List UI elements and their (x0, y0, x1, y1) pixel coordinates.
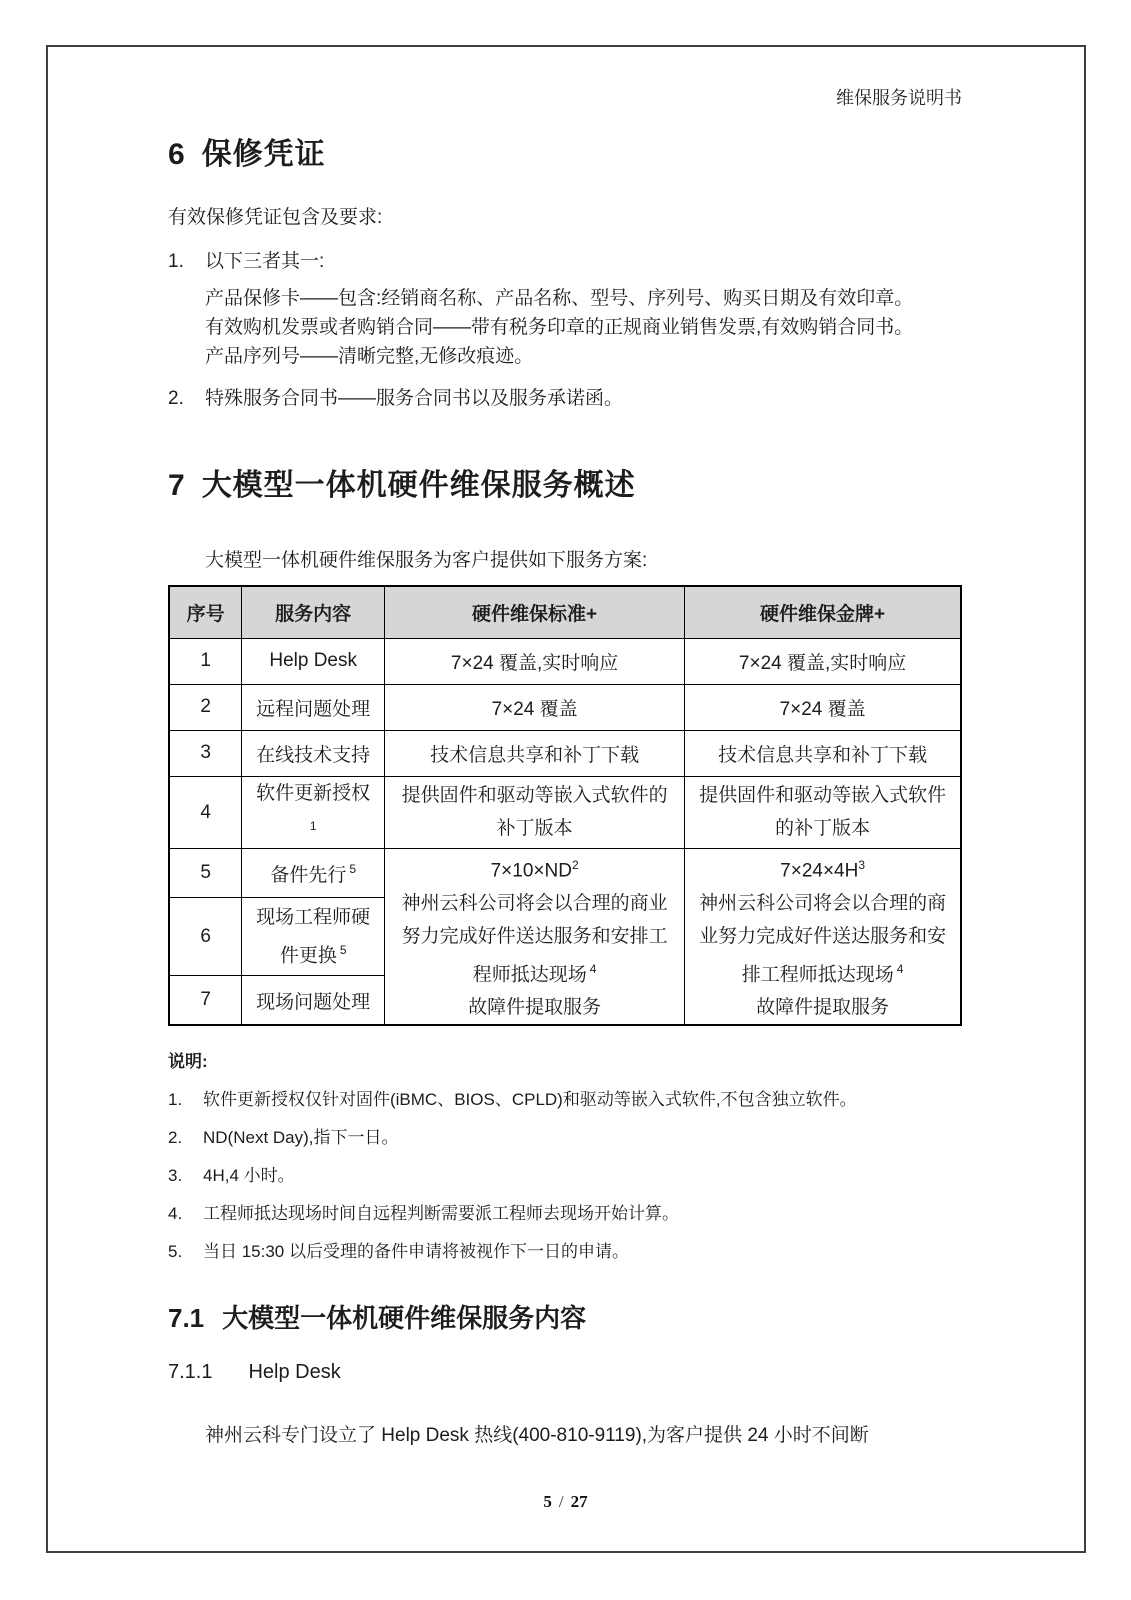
section-6-heading (168, 134, 962, 176)
standard-value: 7×24 覆盖,实时响应 (385, 638, 685, 684)
section-7-number: 7 (168, 469, 186, 502)
sla-description (695, 887, 950, 991)
footnote-marker: 4 (896, 962, 904, 977)
detail-line: 产品保修卡——包含:经销商名称、产品名称、型号、序列号、购买日期及有效印章。 (205, 288, 914, 309)
page-number-current: 5 (543, 1492, 552, 1511)
gold-value: 7×24 覆盖,实时响应 (685, 638, 961, 684)
gold-value: 7×24 覆盖 (685, 684, 961, 730)
column-header-gold: 硬件维保金牌+ (685, 586, 961, 638)
note-item (168, 1202, 962, 1226)
sla-line (395, 849, 674, 887)
gold-value: 提供固件和驱动等嵌入式软件的补丁版本 (685, 776, 961, 848)
row-number: 3 (169, 730, 242, 776)
section-7-1-1-number: 7.1.1 (168, 1361, 213, 1384)
service-plan-table (168, 585, 962, 1026)
table-row (169, 638, 961, 684)
sla-description-text: 神州云科公司将会以合理的商业努力完成好件送达服务和安排工程师抵达现场 (401, 893, 668, 986)
gold-merged-cell (685, 848, 961, 1025)
table-row (169, 730, 961, 776)
service-name-text: 软件更新授权 (256, 782, 371, 804)
service-name: Help Desk (242, 638, 385, 684)
standard-value: 提供固件和驱动等嵌入式软件的补丁版本 (385, 776, 685, 848)
sla-line (695, 849, 950, 887)
standard-value: 7×24 覆盖 (385, 684, 685, 730)
section-7-1-1-title: Help Desk (248, 1361, 341, 1384)
section-7-heading (168, 465, 962, 507)
service-name (242, 898, 385, 976)
column-header-service: 服务内容 (242, 586, 385, 638)
note-text: 工程师抵达现场时间自远程判断需要派工程师去现场开始计算。 (203, 1204, 679, 1224)
service-name: 在线技术支持 (242, 730, 385, 776)
sla-text: 7×10×ND (490, 860, 572, 882)
service-name-text: 备件先行 (270, 864, 347, 886)
footnote-marker: 2 (571, 857, 579, 872)
sla-tail: 故障件提取服务 (468, 997, 602, 1019)
helpdesk-paragraph: 神州云科专门设立了 Help Desk 热线(400-810-9119),为客户提供 24 小时不间断 (205, 1425, 869, 1447)
section-7-1-1-heading (168, 1358, 962, 1386)
list-item-number: 1. (168, 251, 184, 272)
list-item-text: 以下三者其一: (205, 251, 325, 272)
page-footer (0, 1492, 1131, 1512)
row-number: 1 (169, 638, 242, 684)
notes-title: 说明: (168, 1052, 208, 1072)
sla-description-text: 神州云科公司将会以合理的商业努力完成好件送达服务和安排工程师抵达现场 (699, 893, 947, 986)
note-number: 5. (168, 1242, 183, 1262)
note-item (168, 1164, 962, 1188)
service-name-text: 现场工程师硬件更换 (256, 907, 371, 967)
service-name (242, 776, 385, 848)
table-row (169, 848, 961, 898)
section-7-intro: 大模型一体机硬件维保服务为客户提供如下服务方案: (205, 550, 648, 571)
note-text: 4H,4 小时。 (203, 1166, 295, 1186)
footnote-marker: 1 (309, 818, 317, 833)
note-text: 当日 15:30 以后受理的备件申请将被视作下一日的申请。 (203, 1242, 629, 1262)
note-number: 3. (168, 1166, 183, 1186)
service-name (242, 848, 385, 898)
sla-description (395, 887, 674, 991)
list-item-text: 特殊服务合同书——服务合同书以及服务承诺函。 (205, 388, 624, 409)
list-item (168, 385, 962, 413)
section-7-1-number: 7.1 (168, 1303, 205, 1334)
note-item (168, 1088, 962, 1112)
standard-merged-cell (385, 848, 685, 1025)
section-6-title: 保修凭证 (201, 138, 326, 171)
section-7-1-heading (168, 1300, 962, 1336)
section-7-1-title: 大模型一体机硬件维保服务内容 (222, 1303, 587, 1334)
footnote-marker: 5 (349, 862, 357, 877)
note-number: 1. (168, 1090, 183, 1110)
gold-value: 技术信息共享和补丁下载 (685, 730, 961, 776)
list-item-number: 2. (168, 388, 184, 409)
section-6-intro: 有效保修凭证包含及要求: (168, 207, 383, 228)
column-header-no: 序号 (169, 586, 242, 638)
document-header: 维保服务说明书 (836, 88, 962, 108)
section-7-title: 大模型一体机硬件维保服务概述 (201, 469, 636, 502)
table-row (169, 776, 961, 848)
note-item (168, 1240, 962, 1264)
table-header-row (169, 586, 961, 638)
note-item (168, 1126, 962, 1150)
standard-value: 技术信息共享和补丁下载 (385, 730, 685, 776)
note-text: 软件更新授权仅针对固件(iBMC、BIOS、CPLD)和驱动等嵌入式软件,不包含独立软件。 (203, 1090, 857, 1110)
row-number: 5 (169, 848, 242, 898)
footnote-marker: 3 (858, 857, 866, 872)
footnote-marker: 4 (589, 962, 597, 977)
sla-text: 7×24×4H (780, 860, 859, 882)
page-content (168, 0, 962, 1450)
row-number: 2 (169, 684, 242, 730)
page-number-separator: / (558, 1492, 564, 1511)
page-number-total: 27 (570, 1492, 588, 1511)
detail-line: 有效购机发票或者购销合同——带有税务印章的正规商业销售发票,有效购销合同书。 (205, 317, 914, 338)
note-text: ND(Next Day),指下一日。 (203, 1128, 399, 1148)
column-header-standard: 硬件维保标准+ (385, 586, 685, 638)
service-name: 现场问题处理 (242, 976, 385, 1026)
table-row (169, 684, 961, 730)
row-number: 4 (169, 776, 242, 848)
detail-line: 产品序列号——清晰完整,无修改痕迹。 (205, 346, 534, 367)
row-number: 7 (169, 976, 242, 1026)
section-6-number: 6 (168, 138, 186, 171)
row-number: 6 (169, 898, 242, 976)
footnote-marker: 5 (339, 943, 347, 958)
service-name: 远程问题处理 (242, 684, 385, 730)
warranty-proof-details (168, 284, 962, 371)
note-number: 4. (168, 1204, 183, 1224)
list-item (168, 248, 962, 276)
note-number: 2. (168, 1128, 183, 1148)
sla-tail: 故障件提取服务 (756, 997, 890, 1019)
